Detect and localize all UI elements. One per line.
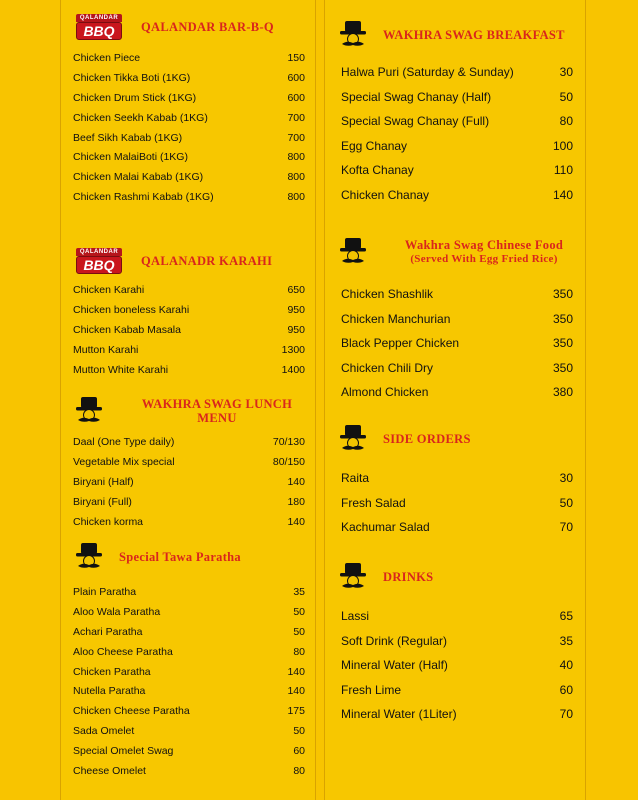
item-name: Black Pepper Chicken [341, 336, 460, 351]
item-price: 50 [293, 605, 305, 618]
logo-main-text: BBQ [76, 22, 121, 40]
item-name: Soft Drink (Regular) [341, 633, 448, 648]
menu-section [325, 560, 585, 727]
section-title [383, 432, 471, 446]
section-title-line: SIDE ORDERS [383, 432, 471, 446]
item-name: Almond Chicken [341, 385, 429, 400]
item-name: Sada Omelet [73, 725, 135, 738]
menu-section [61, 540, 315, 781]
section-title [119, 397, 315, 425]
item-name: Mineral Water (1Liter) [341, 707, 457, 722]
item-name: Chicken Drum Stick (1KG) [73, 91, 197, 104]
item-name: Achari Paratha [73, 625, 143, 638]
menu-item [61, 340, 315, 360]
menu-items-list [61, 48, 315, 207]
item-price: 40 [559, 658, 573, 673]
item-name: Chicken Malai Kabab (1KG) [73, 171, 204, 184]
menu-section [325, 422, 585, 540]
mustache-hat-icon [71, 540, 107, 574]
item-name: Chicken MalaiBoti (1KG) [73, 151, 188, 164]
menu-items-list [61, 432, 315, 531]
mustache-hat-icon [335, 235, 371, 269]
item-price: 140 [287, 685, 305, 698]
menu-item [61, 582, 315, 602]
item-name: Fresh Lime [341, 682, 402, 697]
section-title-line: WAKHRA SWAG LUNCH [141, 397, 293, 411]
menu-item [325, 380, 585, 405]
item-price: 600 [287, 91, 305, 104]
item-price: 30 [559, 471, 573, 486]
item-price: 350 [552, 311, 573, 326]
item-price: 70 [559, 707, 573, 722]
menu-item [61, 512, 315, 532]
item-price: 80 [293, 764, 305, 777]
qalandar-bbq-logo [71, 12, 127, 42]
menu-items-list [325, 604, 585, 727]
item-name: Chicken Paratha [73, 665, 151, 678]
item-name: Lassi [341, 609, 370, 624]
section-header [325, 560, 585, 594]
section-header [61, 394, 315, 428]
menu-item [61, 360, 315, 380]
item-name: Plain Paratha [73, 585, 137, 598]
section-header [61, 540, 315, 574]
item-name: Chicken Cheese Paratha [73, 705, 190, 718]
menu-section [61, 394, 315, 531]
menu-item [325, 491, 585, 516]
menu-item [325, 307, 585, 332]
item-price: 600 [287, 71, 305, 84]
item-price: 80/150 [272, 455, 305, 468]
item-name: Mineral Water (Half) [341, 658, 448, 673]
menu-items-list [61, 280, 315, 379]
menu-item [325, 158, 585, 183]
item-price: 175 [287, 705, 305, 718]
item-price: 50 [559, 89, 573, 104]
item-name: Chicken Seekh Kabab (1KG) [73, 111, 208, 124]
item-price: 50 [559, 495, 573, 510]
menu-item [325, 60, 585, 85]
menu-item [61, 681, 315, 701]
logo-top-text: QALANDAR [76, 248, 122, 256]
item-price: 700 [287, 111, 305, 124]
section-title [119, 550, 241, 564]
item-name: Halwa Puri (Saturday & Sunday) [341, 65, 514, 80]
item-name: Aloo Cheese Paratha [73, 645, 173, 658]
item-price: 800 [287, 171, 305, 184]
item-price: 800 [287, 151, 305, 164]
menu-item [325, 678, 585, 703]
item-name: Mutton Karahi [73, 343, 139, 356]
menu-items-list [325, 466, 585, 540]
menu-item [61, 761, 315, 781]
mustache-hat-icon [71, 394, 107, 428]
item-name: Chicken Tikka Boti (1KG) [73, 71, 191, 84]
item-price: 140 [287, 475, 305, 488]
section-title [383, 238, 585, 266]
item-price: 140 [287, 665, 305, 678]
menu-item [61, 472, 315, 492]
section-title-line: QALANDAR BAR-B-Q [141, 20, 274, 34]
menu-item [325, 702, 585, 727]
section-header [61, 244, 315, 278]
item-name: Chicken boneless Karahi [73, 303, 190, 316]
menu-section [325, 232, 585, 405]
menu-item [61, 602, 315, 622]
item-price: 800 [287, 191, 305, 204]
menu-item [325, 282, 585, 307]
menu-item [61, 622, 315, 642]
menu-item [61, 108, 315, 128]
section-header [325, 422, 585, 456]
menu-item [325, 356, 585, 381]
menu-items-list [325, 60, 585, 207]
mustache-hat-icon [335, 560, 371, 594]
menu-item [61, 662, 315, 682]
section-title [383, 570, 433, 584]
section-header [325, 18, 585, 52]
item-name: Chicken korma [73, 515, 144, 528]
menu-item [61, 128, 315, 148]
item-price: 50 [293, 725, 305, 738]
item-price: 150 [287, 51, 305, 64]
item-price: 80 [559, 114, 573, 129]
item-price: 700 [287, 131, 305, 144]
item-name: Chicken Rashmi Kabab (1KG) [73, 191, 214, 204]
menu-item [61, 167, 315, 187]
item-name: Kachumar Salad [341, 520, 430, 535]
item-name: Chicken Karahi [73, 283, 145, 296]
item-price: 60 [559, 682, 573, 697]
menu-item [61, 492, 315, 512]
item-name: Nutella Paratha [73, 685, 146, 698]
item-price: 35 [293, 585, 305, 598]
item-name: Mutton White Karahi [73, 363, 169, 376]
left-menu-panel [60, 0, 316, 800]
item-name: Beef Sikh Kabab (1KG) [73, 131, 183, 144]
menu-section [61, 244, 315, 379]
menu-item [61, 280, 315, 300]
menu-item [325, 134, 585, 159]
section-title-line: DRINKS [383, 570, 434, 584]
item-price: 80 [293, 645, 305, 658]
item-name: Raita [341, 471, 370, 486]
section-title-line: QALANADR KARAHI [141, 254, 273, 268]
menu-item [61, 432, 315, 452]
item-name: Chicken Manchurian [341, 311, 451, 326]
item-name: Special Swag Chanay (Half) [341, 89, 492, 104]
section-title-line: WAKHRA SWAG BREAKFAST [383, 28, 565, 42]
item-price: 1400 [281, 363, 305, 376]
item-price: 70 [559, 520, 573, 535]
logo-main-text: BBQ [76, 256, 121, 274]
menu-item [61, 187, 315, 207]
menu-item [325, 85, 585, 110]
item-price: 380 [552, 385, 573, 400]
item-price: 180 [287, 495, 305, 508]
menu-section [325, 18, 585, 207]
right-menu-panel [324, 0, 586, 800]
item-price: 100 [552, 138, 573, 153]
menu-section [61, 10, 315, 207]
menu-item [61, 452, 315, 472]
menu-item [61, 147, 315, 167]
item-name: Cheese Omelet [73, 764, 146, 777]
item-name: Kofta Chanay [341, 163, 414, 178]
logo-top-text: QALANDAR [76, 14, 122, 22]
item-name: Biryani (Full) [73, 495, 132, 508]
item-price: 950 [287, 303, 305, 316]
section-title [141, 20, 274, 34]
item-price: 110 [553, 163, 573, 178]
item-price: 350 [552, 360, 573, 375]
section-header [325, 232, 585, 272]
section-title [383, 28, 565, 42]
item-name: Chicken Chanay [341, 187, 430, 202]
item-price: 30 [559, 65, 573, 80]
item-price: 70/130 [272, 435, 305, 448]
menu-item [325, 653, 585, 678]
section-title [141, 254, 272, 268]
item-price: 65 [559, 609, 573, 624]
item-price: 350 [552, 336, 573, 351]
menu-items-list [61, 582, 315, 781]
item-name: Biryani (Half) [73, 475, 134, 488]
item-price: 140 [287, 515, 305, 528]
section-title-line: MENU [197, 411, 237, 425]
menu-item [61, 642, 315, 662]
menu-item [325, 515, 585, 540]
menu-item [61, 88, 315, 108]
item-price: 50 [293, 625, 305, 638]
item-price: 350 [552, 287, 573, 302]
menu-item [325, 109, 585, 134]
section-header [61, 10, 315, 44]
item-price: 650 [287, 283, 305, 296]
item-price: 950 [287, 323, 305, 336]
item-name: Fresh Salad [341, 495, 406, 510]
item-price: 35 [559, 633, 573, 648]
item-name: Chicken Kabab Masala [73, 323, 181, 336]
item-name: Egg Chanay [341, 138, 408, 153]
item-name: Special Swag Chanay (Full) [341, 114, 490, 129]
menu-item [325, 629, 585, 654]
item-name: Vegetable Mix special [73, 455, 175, 468]
item-name: Chicken Shashlik [341, 287, 434, 302]
item-name: Daal (One Type daily) [73, 435, 175, 448]
section-title-line: Special Tawa Paratha [119, 550, 241, 564]
section-title-line: (Served With Egg Fried Rice) [410, 253, 558, 265]
menu-item [61, 721, 315, 741]
menu-item [325, 331, 585, 356]
menu-item [61, 300, 315, 320]
menu-item [61, 701, 315, 721]
mustache-hat-icon [335, 18, 371, 52]
menu-item [325, 183, 585, 208]
item-name: Special Omelet Swag [73, 745, 174, 758]
item-price: 60 [293, 745, 305, 758]
item-name: Chicken Chili Dry [341, 360, 434, 375]
item-name: Aloo Wala Paratha [73, 605, 161, 618]
menu-item [61, 320, 315, 340]
section-title-line: Wakhra Swag Chinese Food [404, 238, 564, 252]
qalandar-bbq-logo [71, 246, 127, 276]
menu-items-list [325, 282, 585, 405]
menu-item [61, 48, 315, 68]
mustache-hat-icon [335, 422, 371, 456]
menu-item [325, 604, 585, 629]
item-price: 140 [552, 187, 573, 202]
menu-item [61, 68, 315, 88]
item-price: 1300 [281, 343, 305, 356]
item-name: Chicken Piece [73, 51, 141, 64]
menu-item [61, 741, 315, 761]
menu-item [325, 466, 585, 491]
